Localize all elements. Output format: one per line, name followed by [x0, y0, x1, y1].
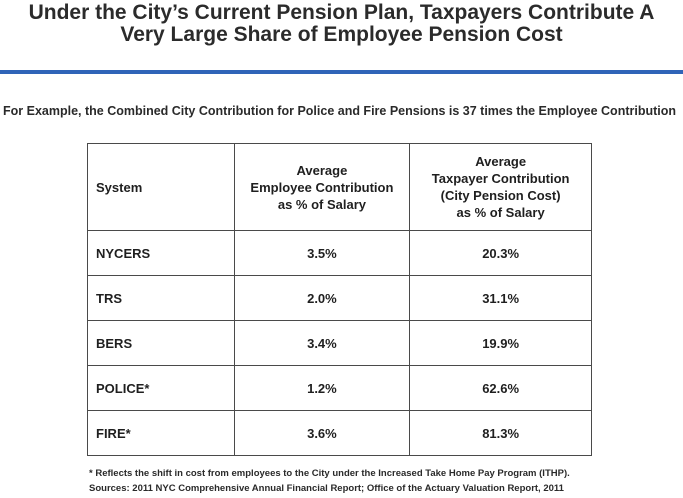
footnotes: [89, 466, 683, 496]
table-row: [88, 231, 592, 276]
cell-taxpayer: 20.3%: [410, 231, 592, 276]
cell-employee: 3.6%: [234, 411, 410, 456]
cell-system: TRS: [88, 276, 235, 321]
table-header-row: [88, 144, 592, 231]
cell-employee: 3.5%: [234, 231, 410, 276]
cell-taxpayer: 81.3%: [410, 411, 592, 456]
header-employee-contribution: [234, 144, 410, 231]
cell-system: POLICE*: [88, 366, 235, 411]
header-taxpayer-line: Taxpayer Contribution: [431, 171, 570, 186]
header-taxpayer-line: (City Pension Cost): [440, 188, 561, 203]
cell-taxpayer: 62.6%: [410, 366, 592, 411]
header-taxpayer-line: as % of Salary: [456, 205, 545, 220]
subtitle: For Example, the Combined City Contribution for Police and Fire Pensions is 37 times the Employee Contribution: [3, 104, 677, 118]
cell-system: FIRE*: [88, 411, 235, 456]
page-title: [0, 1, 683, 49]
header-taxpayer-line: Average: [475, 154, 527, 169]
table-row: [88, 321, 592, 366]
cell-employee: 3.4%: [234, 321, 410, 366]
header-employee-line: as % of Salary: [277, 196, 366, 212]
header-employee-line: Average: [296, 162, 348, 178]
cell-taxpayer: 31.1%: [410, 276, 592, 321]
cell-taxpayer: 19.9%: [410, 321, 592, 366]
header-system: [88, 144, 235, 231]
title-line-1: Under the City’s Current Pension Plan, Taxpayers Contribute A: [28, 1, 655, 24]
footnote-sources: Sources: 2011 NYC Comprehensive Annual Financial Report; Office of the Actuary Valuation Report, 2011: [89, 483, 564, 494]
header-employee-line: Employee Contribution: [250, 179, 394, 195]
cell-system: NYCERS: [88, 231, 235, 276]
cell-employee: 2.0%: [234, 276, 410, 321]
cell-system: BERS: [88, 321, 235, 366]
pension-contribution-table: [87, 143, 592, 456]
table-row: [88, 366, 592, 411]
cell-employee: 1.2%: [234, 366, 410, 411]
footnote-ithp: * Reflects the shift in cost from employees to the City under the Increased Take Home Pay Program (ITHP).: [89, 468, 570, 479]
title-divider: [0, 70, 683, 74]
header-system-line: System: [96, 179, 143, 195]
table-row: [88, 276, 592, 321]
title-line-2: Very Large Share of Employee Pension Cost: [120, 23, 563, 46]
table-row: [88, 411, 592, 456]
header-taxpayer-contribution: [410, 144, 592, 231]
